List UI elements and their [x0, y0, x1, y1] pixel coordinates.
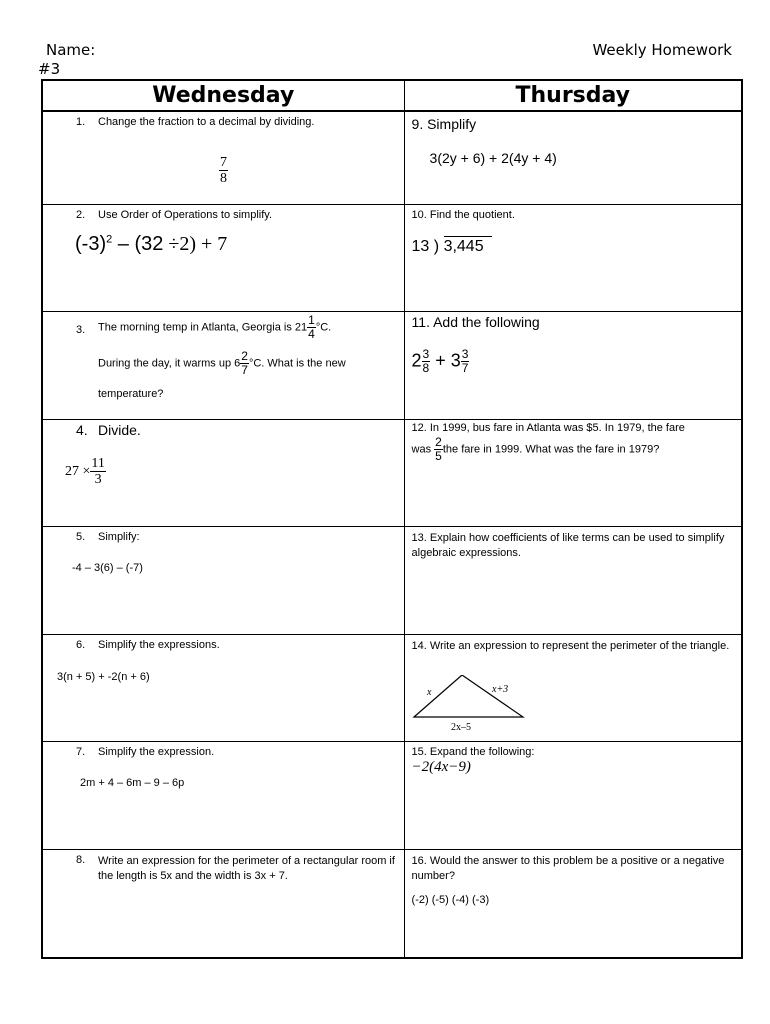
question-number: 2. — [76, 208, 86, 221]
question-number: 5. — [76, 530, 86, 543]
question-15-cell — [404, 741, 742, 849]
question-text: 9. Simplify — [411, 116, 477, 132]
worksheet-number: #3 — [38, 60, 61, 78]
question-text: 10. Find the quotient. — [411, 208, 515, 221]
side-label-left: x — [426, 686, 431, 698]
worksheet-title: Weekly Homework — [592, 41, 732, 59]
question-text-line-1: The morning temp in Atlanta, Georgia is 21 $\frac{1}{4}$ °C. — [98, 312, 332, 341]
question-9-cell — [404, 111, 742, 204]
question-number: 8. — [76, 853, 86, 866]
question-text: 16. Would the answer to this problem be a positive or a negative number? — [411, 854, 725, 882]
question-8-cell — [42, 849, 404, 958]
question-10-cell — [404, 204, 742, 311]
question-text: 15. Expand the following: — [411, 745, 535, 758]
math-expression: -4 – 3(6) – (-7) — [72, 561, 143, 574]
name-label: Name: — [46, 41, 96, 59]
question-text: Use Order of Operations to simplify. — [98, 208, 273, 221]
math-expression: 2m + 4 – 6m – 9 – 6p — [80, 776, 185, 789]
question-1-cell — [42, 111, 404, 204]
question-6-cell — [42, 634, 404, 741]
math-expression: −2(4x−9) — [411, 758, 471, 775]
question-text: Simplify the expressions. — [98, 638, 220, 651]
math-expression: (-2) (-5) (-4) (-3) — [411, 893, 490, 906]
question-number: 3. — [76, 323, 86, 336]
question-11-cell — [404, 311, 742, 419]
question-text-line-2: was $\frac{2}{5}$ the fare in 1999. What was the fare in 1979? — [411, 434, 660, 463]
question-number: 6. — [76, 638, 86, 651]
mixed-number-sum: 2 $\frac{3}{8}$ + 3 $\frac{3}{7}$ — [411, 346, 469, 375]
homework-table — [41, 79, 743, 959]
question-12-cell — [404, 419, 742, 526]
math-expression: 3(2y + 6) + 2(4y + 4) — [429, 150, 557, 166]
question-text: Simplify: — [98, 530, 140, 543]
column-header-thursday: Thursday — [404, 80, 742, 111]
question-16-cell — [404, 849, 742, 958]
fraction: $\frac{7}{8}$ — [220, 155, 227, 187]
question-number: 1. — [76, 116, 86, 128]
column-header-wednesday: Wednesday — [42, 80, 404, 111]
question-text: Write an expression for the perimeter of a rectangular room if the length is 5x and the width is 3x + 7. — [98, 854, 395, 882]
question-text: Simplify the expression. — [98, 745, 215, 758]
question-text: 14. Write an expression to represent the perimeter of the triangle. — [411, 639, 730, 652]
math-expression: 3(n + 5) + -2(n + 6) — [57, 670, 150, 683]
question-text: 11. Add the following — [411, 313, 540, 330]
question-5-cell — [42, 526, 404, 634]
long-division: 13 ) 3,445 — [412, 238, 492, 256]
math-expression: $(-3)^2 - (32 \div 2) + 7$ — [75, 232, 228, 255]
question-text: 13. Explain how coefficients of like terms can be used to simplify algebraic expressions. — [411, 531, 725, 559]
question-4-cell — [42, 419, 404, 526]
question-14-cell — [404, 634, 742, 741]
question-text-line-3: temperature? — [98, 387, 164, 400]
question-text: Change the fraction to a decimal by dividing. — [98, 116, 315, 128]
question-text-line-1: 12. In 1999, bus fare in Atlanta was $5. In 1979, the fare — [411, 421, 685, 434]
question-text: Divide. — [98, 421, 141, 438]
triangle-diagram — [411, 675, 531, 735]
question-2-cell — [42, 204, 404, 311]
math-expression: 27 × $\frac{11}{3}$ — [65, 455, 105, 487]
question-13-cell — [404, 526, 742, 634]
question-number: 7. — [76, 745, 86, 758]
side-label-right: x+3 — [491, 683, 508, 695]
side-label-base: 2x–5 — [450, 721, 471, 733]
question-3-cell — [42, 311, 404, 419]
question-text-line-2: During the day, it warms up 6 $\frac{2}{7}$ °C. What is the new — [98, 348, 346, 377]
question-7-cell — [42, 741, 404, 849]
question-number: 4. — [76, 421, 88, 438]
